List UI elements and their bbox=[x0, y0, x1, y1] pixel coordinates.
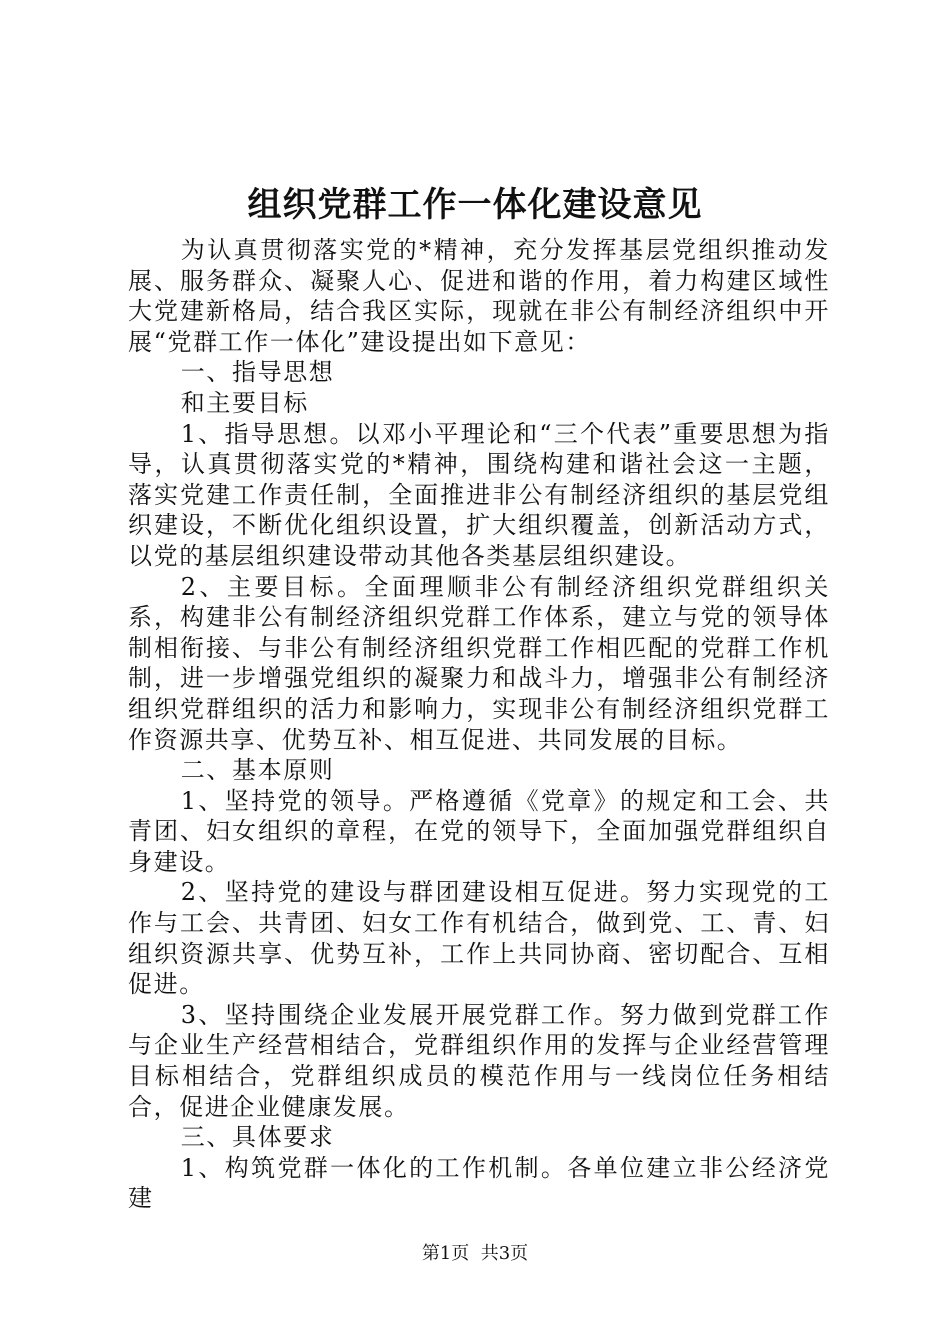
section-heading-1-continued: 和主要目标 bbox=[180, 388, 309, 417]
paragraph-principle-2: 2、坚持党的建设与群团建设相互促进。努力实现党的工作与工会、共青团、妇女工作有机结合，做到党、工、青、妇组织资源共享、优势互补，工作上共同协商、密切配合、互相促进。 bbox=[128, 878, 830, 999]
section-heading-3: 三、具体要求 bbox=[180, 1123, 335, 1152]
paragraph-guiding-thought: 1、指导思想。以邓小平理论和“三个代表”重要思想为指导，认真贯彻落实党的*精神，围绕构建和谐社会这一主题，落实党建工作责任制，全面推进非公有制经济组织的基层党组织建设，不断优化组织设置，扩大组织覆盖，创新活动方式，以党的基层组织建设带动其他各类基层组织建设。 bbox=[128, 419, 830, 570]
page-footer bbox=[0, 1242, 950, 1266]
page-number: 第1页 bbox=[421, 1243, 470, 1264]
paragraph-principle-1: 1、坚持党的领导。严格遵循《党章》的规定和工会、共青团、妇女组织的章程，在党的领导下，全面加强党群组织自身建设。 bbox=[128, 786, 830, 876]
page-total: 共3页 bbox=[480, 1243, 529, 1264]
document-body bbox=[128, 235, 830, 1214]
paragraph-requirement-1: 1、构筑党群一体化的工作机制。各单位建立非公经济党建 bbox=[128, 1153, 830, 1213]
document-title: 组织党群工作一体化建设意见 bbox=[247, 185, 703, 225]
section-heading-1: 一、指导思想 bbox=[180, 358, 335, 387]
paragraph-principle-3: 3、坚持围绕企业发展开展党群工作。努力做到党群工作与企业生产经营相结合，党群组织作用的发挥与企业经营管理目标相结合，党群组织成员的模范作用与一线岗位任务相结合，促进企业健康发展。 bbox=[128, 1000, 830, 1121]
section-heading-2: 二、基本原则 bbox=[180, 756, 335, 785]
paragraph-main-goal: 2、主要目标。全面理顺非公有制经济组织党群组织关系，构建非公有制经济组织党群工作体系，建立与党的领导体制相衔接、与非公有制经济组织党群工作相匹配的党群工作机制，进一步增强党组织的凝聚力和战斗力，增强非公有制经济组织党群组织的活力和影响力，实现非公有制经济组织党群工作资源共享、优势互补、相互促进、共同发展的目标。 bbox=[128, 572, 830, 754]
paragraph-intro: 为认真贯彻落实党的*精神，充分发挥基层党组织推动发展、服务群众、凝聚人心、促进和谐的作用，着力构建区域性大党建新格局，结合我区实际，现就在非公有制经济组织中开展“党群工作一体化”建设提出如下意见： bbox=[128, 236, 830, 356]
